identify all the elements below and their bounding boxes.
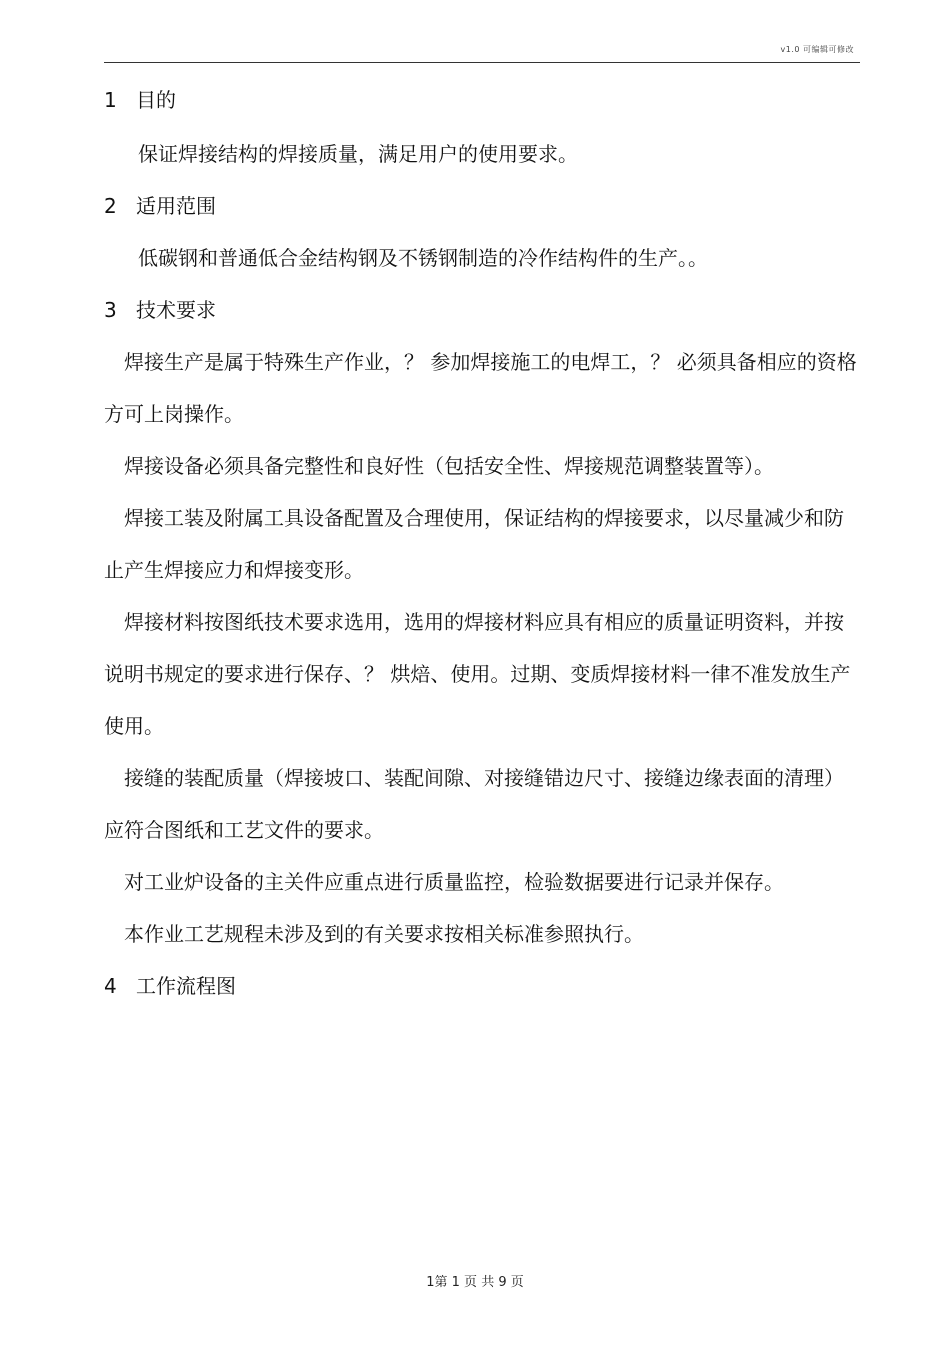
section-2-number: 2 xyxy=(104,194,117,218)
section-1-number: 1 xyxy=(104,88,117,112)
section-2-paragraph: 低碳钢和普通低合金结构钢及不锈钢制造的冷作结构件的生产。。 xyxy=(138,246,708,270)
section-3-line-1: 焊接生产是属于特殊生产作业，？ 参加焊接施工的电焊工，？ 必须具备相应的资格 xyxy=(124,350,857,374)
section-3-line-6: 焊接材料按图纸技术要求选用，选用的焊接材料应具有相应的质量证明资料，并按 xyxy=(124,610,844,634)
section-3-line-11: 对工业炉设备的主关件应重点进行质量监控，检验数据要进行记录并保存。 xyxy=(124,870,784,894)
section-3-line-8: 使用。 xyxy=(104,714,164,738)
section-3-line-5: 止产生焊接应力和焊接变形。 xyxy=(104,558,364,582)
page-footer: 1第 1 页 共 9 页 xyxy=(426,1275,524,1290)
section-3-line-9: 接缝的装配质量（焊接坡口、装配间隙、对接缝错边尺寸、接缝边缘表面的清理） xyxy=(124,766,844,790)
header-rule xyxy=(104,62,860,63)
section-3-line-3: 焊接设备必须具备完整性和良好性（包括安全性、焊接规范调整装置等）。 xyxy=(124,454,774,478)
section-3-heading xyxy=(104,297,216,323)
section-3-title: 技术要求 xyxy=(136,298,216,322)
section-3-line-7: 说明书规定的要求进行保存、？ 烘焙、使用。过期、变质焊接材料一律不准发放生产 xyxy=(104,662,851,686)
section-3-line-12: 本作业工艺规程未涉及到的有关要求按相关标准参照执行。 xyxy=(124,922,644,946)
section-1-paragraph: 保证焊接结构的焊接质量，满足用户的使用要求。 xyxy=(138,142,578,166)
section-2-heading xyxy=(104,193,216,219)
section-4-number: 4 xyxy=(104,974,117,998)
section-2-title: 适用范围 xyxy=(136,194,216,218)
section-4-title: 工作流程图 xyxy=(136,974,236,998)
version-note: v1.0 可编辑可修改 xyxy=(780,45,854,54)
section-1-heading xyxy=(104,87,176,113)
section-3-number: 3 xyxy=(104,298,117,322)
section-4-heading xyxy=(104,973,236,999)
section-3-line-2: 方可上岗操作。 xyxy=(104,402,244,426)
section-3-line-4: 焊接工装及附属工具设备配置及合理使用，保证结构的焊接要求，以尽量减少和防 xyxy=(124,506,844,530)
section-1-title: 目的 xyxy=(136,88,176,112)
section-3-line-10: 应符合图纸和工艺文件的要求。 xyxy=(104,818,384,842)
